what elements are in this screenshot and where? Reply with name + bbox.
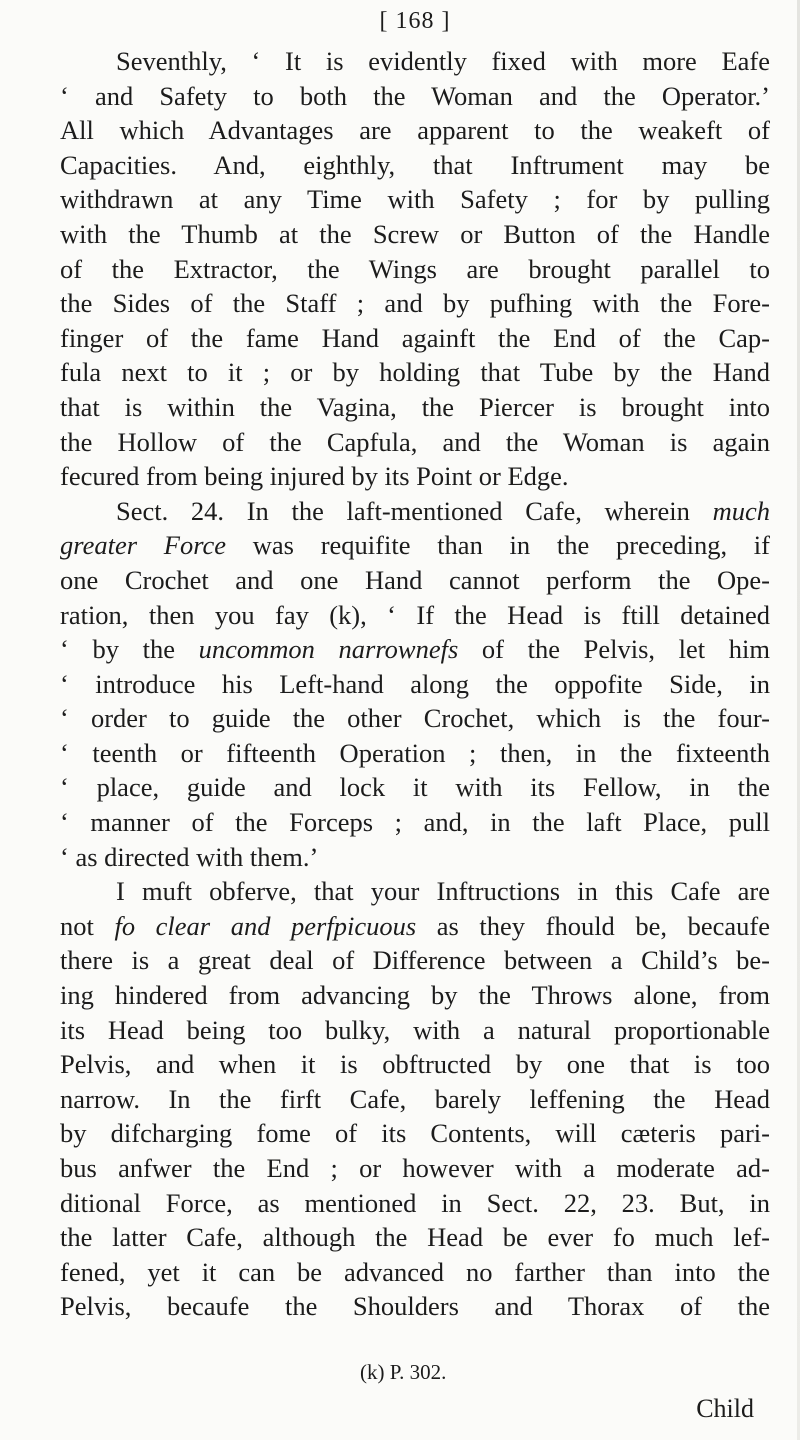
text-line: of the Extractor, the Wings are brought parallel to: [60, 253, 770, 284]
text-line: ‘ teenth or fifteenth Operation ; then, in the fixteenth: [60, 737, 770, 768]
text-line: ‘ place, guide and lock it with its Fellow, in the: [60, 772, 770, 803]
italic-phrase: greater Force: [60, 530, 227, 561]
text-line: Seventhly, ‘ It is evidently fixed with more Eafe: [116, 46, 770, 76]
page-number: [ 168 ]: [379, 8, 451, 34]
text-line: All which Advantages are apparent to the weakeft of: [60, 115, 770, 146]
text-line: [60, 909, 770, 944]
text-line: Pelvis, becaufe the Shoulders and Thorax of the: [60, 1291, 770, 1322]
text-line: ‘ as directed with them.’: [60, 841, 319, 872]
catchword: Child: [696, 1394, 754, 1423]
text-segment: Sect. 24. In the laft-mentioned Cafe, wherein: [116, 495, 713, 526]
text-line: [60, 632, 770, 667]
text-line: that is within the Vagina, the Piercer is brought into: [60, 391, 770, 422]
text-line: one Crochet and one Hand cannot perform the Ope-: [60, 564, 770, 595]
text-line: by difcharging fome of its Contents, will cæteris pari-: [60, 1118, 770, 1149]
text-line: ‘ introduce his Left-hand along the oppofite Side, in: [60, 668, 770, 699]
text-line: Pelvis, and when it is obftructed by one that is too: [60, 1049, 770, 1080]
italic-phrase: much: [712, 495, 770, 526]
text-segment: as they fhould be, becaufe: [416, 910, 770, 941]
text-line: there is a great deal of Difference between a Child’s be-: [60, 945, 770, 976]
text-line-section-24: [60, 494, 770, 529]
text-line: finger of the fame Hand againft the End of the Cap-: [60, 322, 770, 353]
text-line: narrow. In the firft Cafe, barely leffening the Head: [60, 1083, 770, 1114]
text-line: fula next to it ; or by holding that Tube by the Hand: [60, 357, 770, 388]
italic-phrase: fo clear and perfpicuous: [114, 910, 417, 941]
text-line: fecured from being injured by its Point or Edge.: [60, 461, 569, 492]
text-segment: of the Pelvis, let him: [458, 634, 770, 665]
text-line: ration, then you fay (k), ‘ If the Head is ftill detained: [60, 599, 770, 630]
text-line: the latter Cafe, although the Head be ever fo much lef-: [60, 1222, 770, 1253]
text-line: the Sides of the Staff ; and by pufhing with the Fore-: [60, 288, 770, 319]
text-line: I muft obferve, that your Inftructions in this Cafe are: [116, 876, 770, 907]
text-line: bus anfwer the End ; or however with a moderate ad-: [60, 1153, 770, 1183]
italic-phrase: uncommon narrownefs: [198, 634, 459, 665]
text-line: fened, yet it can be advanced no farther than into the: [60, 1256, 770, 1287]
text-segment: ‘ by the: [60, 634, 199, 665]
text-line: ‘ order to guide the other Crochet, which is the four-: [60, 703, 770, 734]
text-line: ditional Force, as mentioned in Sect. 22, 23. But, in: [60, 1187, 770, 1218]
footnote: (k) P. 302.: [360, 1360, 447, 1384]
text-segment: was requifite than in the preceding, if: [226, 530, 770, 561]
text-line: with the Thumb at the Screw or Button of the Handle: [60, 218, 770, 249]
text-line: ‘ and Safety to both the Woman and the Operator.’: [60, 80, 770, 111]
text-line: the Hollow of the Capfula, and the Woman is again: [60, 426, 770, 457]
text-line: ing hindered from advancing by the Throws alone, from: [60, 980, 770, 1011]
text-line: [60, 528, 770, 563]
text-segment: not: [60, 910, 115, 941]
body-text: [60, 44, 770, 1324]
text-line: its Head being too bulky, with a natural proportionable: [60, 1014, 770, 1045]
book-page: [60, 0, 770, 1440]
text-line: ‘ manner of the Forceps ; and, in the laft Place, pull: [60, 807, 770, 838]
text-line: withdrawn at any Time with Safety ; for by pulling: [60, 184, 770, 215]
text-line: Capacities. And, eighthly, that Inftrument may be: [60, 149, 770, 180]
